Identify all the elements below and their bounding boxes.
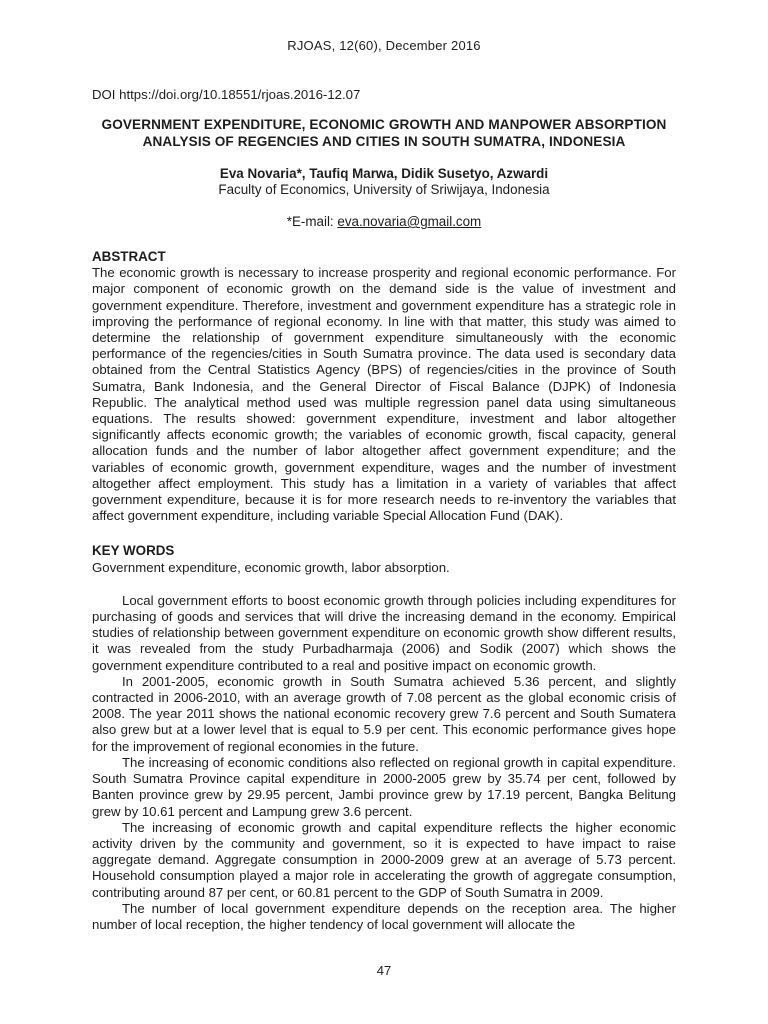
body-paragraph: The increasing of economic conditions also reflected on regional growth in capital expenditure. South Sumatra Province capital expenditure in 2000-2005 grew by 35.74 per cent, followed by Banten province grew by 29.95 percent, Jambi province grew by 17.19 percent, Bangka Belitung grew by 10.61 percent and Lampung grew 3.6 percent. bbox=[92, 754, 676, 819]
body-paragraph: Local government efforts to boost economic growth through policies including expenditures for purchasing of goods and services that will drive the increasing demand in the economy. Empirical studies of relationship between government expenditure on economic growth show different results, it was revealed from the study Purbadharmaja (2006) and Sodik (2007) which shows the government expenditure contributed to a real and positive impact on economic growth. bbox=[92, 592, 676, 673]
body-paragraph: The number of local government expenditure depends on the reception area. The higher number of local reception, the higher tendency of local government will allocate the bbox=[92, 900, 676, 932]
abstract-text: The economic growth is necessary to increase prosperity and regional economic performance. For major component of economic growth on the demand side is the value of investment and government expenditure. Therefore, investment and government expenditure has a strategic role in improving the performance of regional economy. In line with that matter, this study was aimed to determine the relationship of government expenditure simultaneously with the economic performance of the regencies/cities in South Sumatra province. The data used is secondary data obtained from the Central Statistics Agency (BPS) of regencies/cities in the province of South Sumatra, Bank Indonesia, and the General Director of Fiscal Balance (DJPK) of Indonesia Republic. The analytical method used was multiple regression panel data using simultaneous equations. The results showed: government expenditure, investment and labor altogether significantly affects economic growth; the variables of economic growth, fiscal capacity, general allocation funds and the number of labor altogether affect government expenditure; and the variables of economic growth, government expenditure, wages and the number of investment altogether affect employment. This study has a limitation in a variety of variables that affect government expenditure, because it is for more research needs to re-inventory the variables that affect government expenditure, including variable Special Allocation Fund (DAK). bbox=[92, 265, 676, 524]
article-body bbox=[92, 593, 676, 933]
paper-title bbox=[92, 116, 676, 150]
keywords-heading: KEY WORDS bbox=[92, 543, 175, 559]
page-number: 47 bbox=[376, 963, 392, 978]
email-link[interactable]: eva.novaria@gmail.com bbox=[337, 214, 482, 229]
doi-line: DOI https://doi.org/10.18551/rjoas.2016-12.07 bbox=[92, 87, 361, 102]
affiliation-line: Faculty of Economics, University of Sriwijaya, Indonesia bbox=[218, 182, 550, 197]
journal-running-head: RJOAS, 12(60), December 2016 bbox=[287, 38, 481, 53]
body-paragraph: The increasing of economic growth and capital expenditure reflects the higher economic activity driven by the community and government, so it is expected to have impact to raise aggregate demand. Aggregate consumption in 2000-2009 grew at an average of 5.73 percent. Household consumption played a major role in accelerating the growth of aggregate consumption, contributing around 87 per cent, or 60.81 percent to the GDP of South Sumatra in 2009. bbox=[92, 819, 676, 900]
body-paragraph: In 2001-2005, economic growth in South Sumatra achieved 5.36 percent, and slightly contracted in 2006-2010, with an average growth of 7.08 percent as the global economic crisis of 2008. The year 2011 shows the national economic recovery grew 7.6 percent and South Sumatera also grew but at a lower level that is equal to 5.9 per cent. This economic performance gives hope for the improvement of regional economies in the future. bbox=[92, 673, 676, 754]
abstract-heading: ABSTRACT bbox=[92, 249, 166, 264]
paper-title-line-2: ANALYSIS OF REGENCIES AND CITIES IN SOUTH SUMATRA, INDONESIA bbox=[142, 134, 626, 149]
page-content bbox=[92, 0, 676, 933]
email-line bbox=[92, 213, 676, 230]
paper-title-line-1: GOVERNMENT EXPENDITURE, ECONOMIC GROWTH AND MANPOWER ABSORPTION bbox=[101, 117, 667, 132]
email-label: *E-mail: bbox=[286, 214, 338, 229]
authors-line: Eva Novaria*, Taufiq Marwa, Didik Susetyo, Azwardi bbox=[219, 166, 549, 181]
keywords-text: Government expenditure, economic growth, labor absorption. bbox=[92, 559, 450, 575]
